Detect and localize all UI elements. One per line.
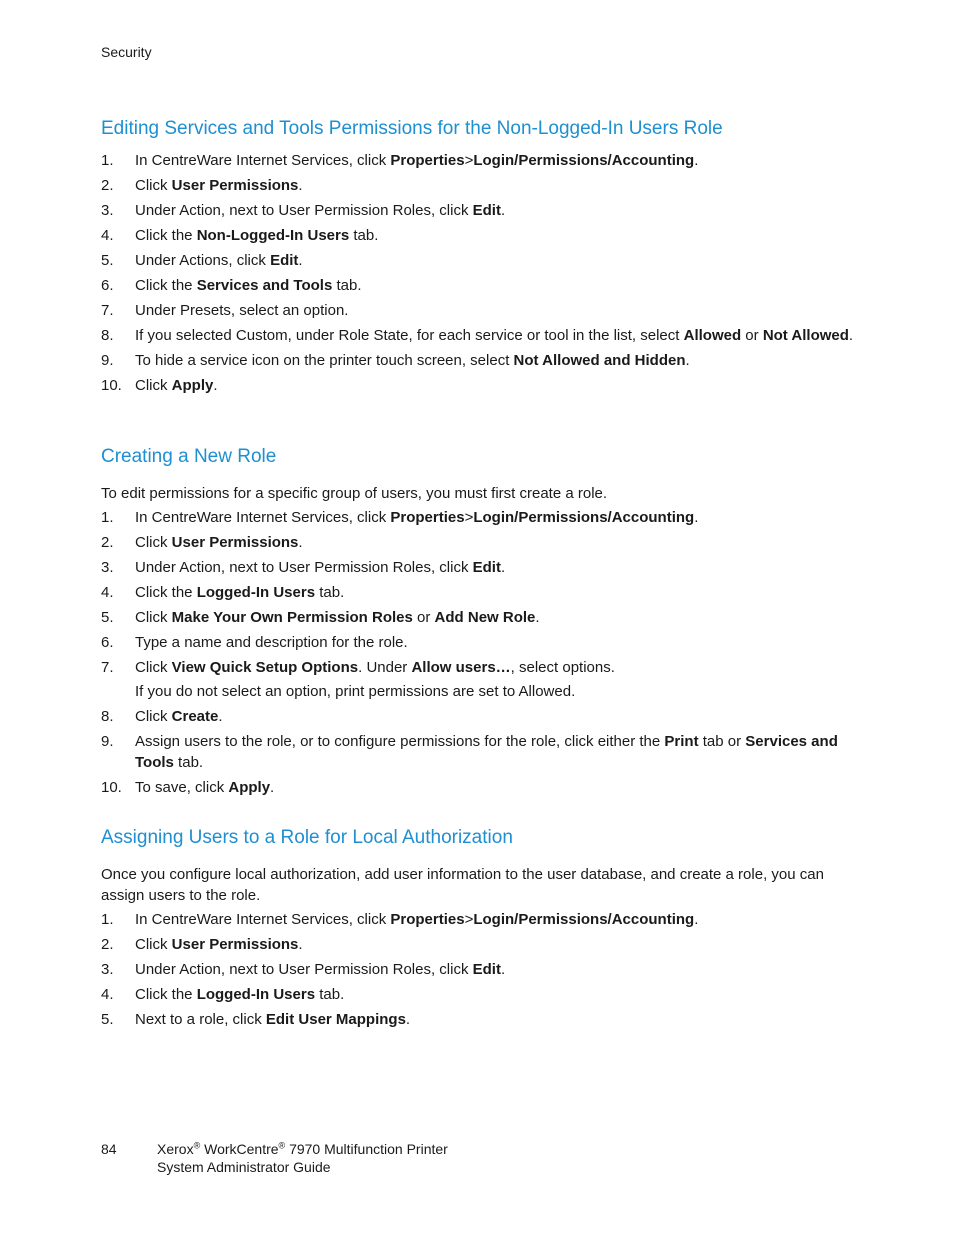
step-number: 8. <box>101 708 114 725</box>
step-text-run: > <box>464 152 474 169</box>
step-text-run: In CentreWare Internet Services, click <box>135 509 391 526</box>
step-text-run: . <box>270 779 275 796</box>
step-text-run: tab. <box>173 754 204 771</box>
step-text-run: tab. <box>315 584 345 601</box>
step-item <box>101 507 861 528</box>
ui-term: Apply <box>228 779 271 796</box>
step-text-run: . <box>694 911 699 928</box>
step-text <box>135 609 540 626</box>
step-text-run: Under Actions, click <box>135 252 271 269</box>
step-number: 5. <box>101 252 114 269</box>
step-text-run: , select options. <box>510 659 615 676</box>
section-editing-non-logged-in-permissions <box>101 117 861 400</box>
step-item <box>101 325 861 346</box>
step-number: 9. <box>101 733 114 750</box>
step-item <box>101 150 861 171</box>
step-text-run: Click <box>135 659 172 676</box>
ui-term: Allowed <box>683 327 742 344</box>
step-text-run: . <box>694 152 699 169</box>
step-item <box>101 375 861 396</box>
step-item <box>101 657 861 702</box>
step-item <box>101 225 861 246</box>
step-item <box>101 706 861 727</box>
step-text-run: Under Action, next to User Permission Roles, click <box>135 559 473 576</box>
step-text-run: Click the <box>135 986 197 1003</box>
ui-term: View Quick Setup Options <box>171 659 359 676</box>
step-text-run: > <box>464 509 474 526</box>
section-intro: To edit permissions for a specific group of users, you must first create a role. <box>101 485 608 502</box>
step-item <box>101 350 861 371</box>
section-assigning-users-to-role <box>101 826 861 1034</box>
step-text-run: . <box>298 534 303 551</box>
ui-term: Edit User Mappings <box>265 1011 406 1028</box>
step-text <box>135 659 615 676</box>
step-number: 2. <box>101 534 114 551</box>
step-text-run: In CentreWare Internet Services, click <box>135 911 391 928</box>
section-heading: Editing Services and Tools Permissions for the Non-Logged-In Users Role <box>101 118 723 139</box>
step-number: 1. <box>101 152 114 169</box>
step-text-run: Click <box>135 177 172 194</box>
step-number: 2. <box>101 936 114 953</box>
step-text <box>135 534 303 551</box>
ui-term: Non-Logged-In Users <box>196 227 350 244</box>
step-item <box>101 632 861 653</box>
footer-document-title <box>157 1140 448 1176</box>
running-header: Security <box>101 44 152 60</box>
ui-term: Logged-In Users <box>196 584 316 601</box>
ui-term: User Permissions <box>171 534 299 551</box>
step-text <box>135 327 853 344</box>
step-text-run: . <box>500 961 506 978</box>
step-text-run: . <box>694 509 699 526</box>
ui-term: User Permissions <box>171 936 299 953</box>
step-number: 2. <box>101 177 114 194</box>
step-text <box>135 202 505 219</box>
step-text <box>135 936 303 953</box>
ui-term: Properties <box>390 509 465 526</box>
brand-name: Xerox <box>157 1141 194 1157</box>
step-text-run: Under Action, next to User Permission Roles, click <box>135 202 473 219</box>
step-item <box>101 909 861 930</box>
step-text-run: To save, click <box>135 779 229 796</box>
ui-term: Services and Tools <box>135 733 838 771</box>
step-text-run: Click the <box>135 584 197 601</box>
step-note: If you do not select an option, print permissions are set to Allowed. <box>135 683 576 700</box>
step-text <box>135 509 698 526</box>
step-text-run: . Under <box>358 659 412 676</box>
registered-mark: ® <box>193 1140 201 1151</box>
step-text <box>135 779 274 796</box>
step-text-run: or <box>741 327 763 344</box>
step-number: 5. <box>101 609 114 626</box>
step-number: 7. <box>101 302 114 319</box>
step-text <box>135 634 408 651</box>
ui-term: Print <box>664 733 699 750</box>
step-text-run: Type a name and description for the role. <box>135 634 408 651</box>
step-text <box>135 733 838 771</box>
step-item <box>101 175 861 196</box>
step-item <box>101 557 861 578</box>
ui-term: Apply <box>171 377 214 394</box>
ui-term: Make Your Own Permission Roles <box>171 609 413 626</box>
ui-term: Edit <box>472 961 501 978</box>
section-heading: Creating a New Role <box>101 446 277 467</box>
step-item <box>101 532 861 553</box>
section-heading: Assigning Users to a Role for Local Authorization <box>101 827 513 848</box>
step-text-run: tab. <box>332 277 362 294</box>
step-text <box>135 708 223 725</box>
step-item <box>101 1009 861 1030</box>
step-text-run: . <box>218 708 223 725</box>
step-text <box>135 352 690 369</box>
step-item <box>101 250 861 271</box>
step-text <box>135 961 505 978</box>
step-item <box>101 984 861 1005</box>
step-number: 5. <box>101 1011 114 1028</box>
section-creating-new-role <box>101 445 861 802</box>
step-text <box>135 152 698 169</box>
step-text-run: Click <box>135 377 172 394</box>
steps-list <box>101 507 861 798</box>
step-text <box>135 227 378 244</box>
step-text-run: . <box>500 559 506 576</box>
step-text <box>135 252 303 269</box>
step-number: 4. <box>101 986 114 1003</box>
ui-term: Properties <box>390 911 465 928</box>
step-text-run: . <box>500 202 506 219</box>
step-item <box>101 275 861 296</box>
step-item <box>101 582 861 603</box>
step-text <box>135 559 505 576</box>
step-text-run: Click <box>135 936 172 953</box>
step-number: 10. <box>101 779 122 796</box>
step-number: 4. <box>101 584 114 601</box>
step-text-run: Under Action, next to User Permission Roles, click <box>135 961 473 978</box>
ui-term: Allow users… <box>411 659 511 676</box>
step-item <box>101 300 861 321</box>
step-text <box>135 1011 410 1028</box>
ui-term: Create <box>171 708 219 725</box>
step-item <box>101 607 861 628</box>
step-text-run: Under Presets, select an option. <box>135 302 349 319</box>
ui-term: User Permissions <box>171 177 299 194</box>
ui-term: Login/Permissions/Accounting <box>473 509 695 526</box>
ui-term: Not Allowed <box>762 327 849 344</box>
step-text <box>135 584 344 601</box>
step-text-run: Assign users to the role, or to configure permissions for the role, click either the <box>135 733 665 750</box>
step-text <box>135 986 344 1003</box>
step-text-run: . <box>685 352 690 369</box>
step-number: 6. <box>101 634 114 651</box>
page-number: 84 <box>101 1141 117 1157</box>
step-text <box>135 911 698 928</box>
ui-term: Edit <box>472 559 501 576</box>
step-text <box>135 177 303 194</box>
registered-mark: ® <box>278 1140 286 1151</box>
ui-term: Edit <box>270 252 299 269</box>
step-number: 9. <box>101 352 114 369</box>
ui-term: Login/Permissions/Accounting <box>473 911 695 928</box>
step-number: 3. <box>101 961 114 978</box>
step-text-run: . <box>405 1011 411 1028</box>
step-number: 4. <box>101 227 114 244</box>
ui-term: Services and Tools <box>196 277 333 294</box>
step-number: 8. <box>101 327 114 344</box>
step-text-run: Click <box>135 609 172 626</box>
step-item <box>101 959 861 980</box>
step-text-run: Click the <box>135 277 197 294</box>
ui-term: Add New Role <box>434 609 536 626</box>
step-text-run: . <box>298 177 303 194</box>
step-number: 10. <box>101 377 122 394</box>
step-text-run: In CentreWare Internet Services, click <box>135 152 391 169</box>
step-item <box>101 934 861 955</box>
step-text-run: > <box>464 911 474 928</box>
product-name: WorkCentre <box>204 1141 279 1157</box>
ui-term: Edit <box>472 202 501 219</box>
ui-term: Logged-In Users <box>196 986 316 1003</box>
step-item <box>101 777 861 798</box>
step-text-run: To hide a service icon on the printer touch screen, select <box>135 352 514 369</box>
model-name: 7970 Multifunction Printer <box>285 1141 448 1157</box>
step-text-run: Next to a role, click <box>135 1011 266 1028</box>
step-text-run: If you selected Custom, under Role State, for each service or tool in the list, select <box>135 327 684 344</box>
section-intro: Once you configure local authorization, add user information to the user database, and create a role, you can assign users to the role. <box>101 866 824 904</box>
step-text-run: . <box>298 936 303 953</box>
step-text-run: Click <box>135 708 172 725</box>
step-text-run: tab or <box>698 733 746 750</box>
step-text-run: Click the <box>135 227 197 244</box>
step-number: 3. <box>101 559 114 576</box>
ui-term: Not Allowed and Hidden <box>513 352 686 369</box>
step-text-run: tab. <box>349 227 379 244</box>
ui-term: Login/Permissions/Accounting <box>473 152 695 169</box>
step-text-run: . <box>848 327 854 344</box>
step-number: 7. <box>101 659 114 676</box>
step-text-run: . <box>213 377 218 394</box>
ui-term: Properties <box>390 152 465 169</box>
step-item <box>101 731 861 773</box>
step-number: 1. <box>101 911 114 928</box>
step-item <box>101 200 861 221</box>
step-text-run: or <box>412 609 435 626</box>
step-number: 1. <box>101 509 114 526</box>
step-text-run: . <box>298 252 303 269</box>
step-text <box>135 277 361 294</box>
step-text-run: Click <box>135 534 172 551</box>
guide-name: System Administrator Guide <box>157 1159 331 1175</box>
step-text-run: . <box>535 609 540 626</box>
steps-list <box>101 909 861 1030</box>
step-number: 6. <box>101 277 114 294</box>
step-text <box>135 377 218 394</box>
step-number: 3. <box>101 202 114 219</box>
step-text <box>135 302 348 319</box>
step-text-run: tab. <box>315 986 345 1003</box>
steps-list <box>101 150 861 396</box>
